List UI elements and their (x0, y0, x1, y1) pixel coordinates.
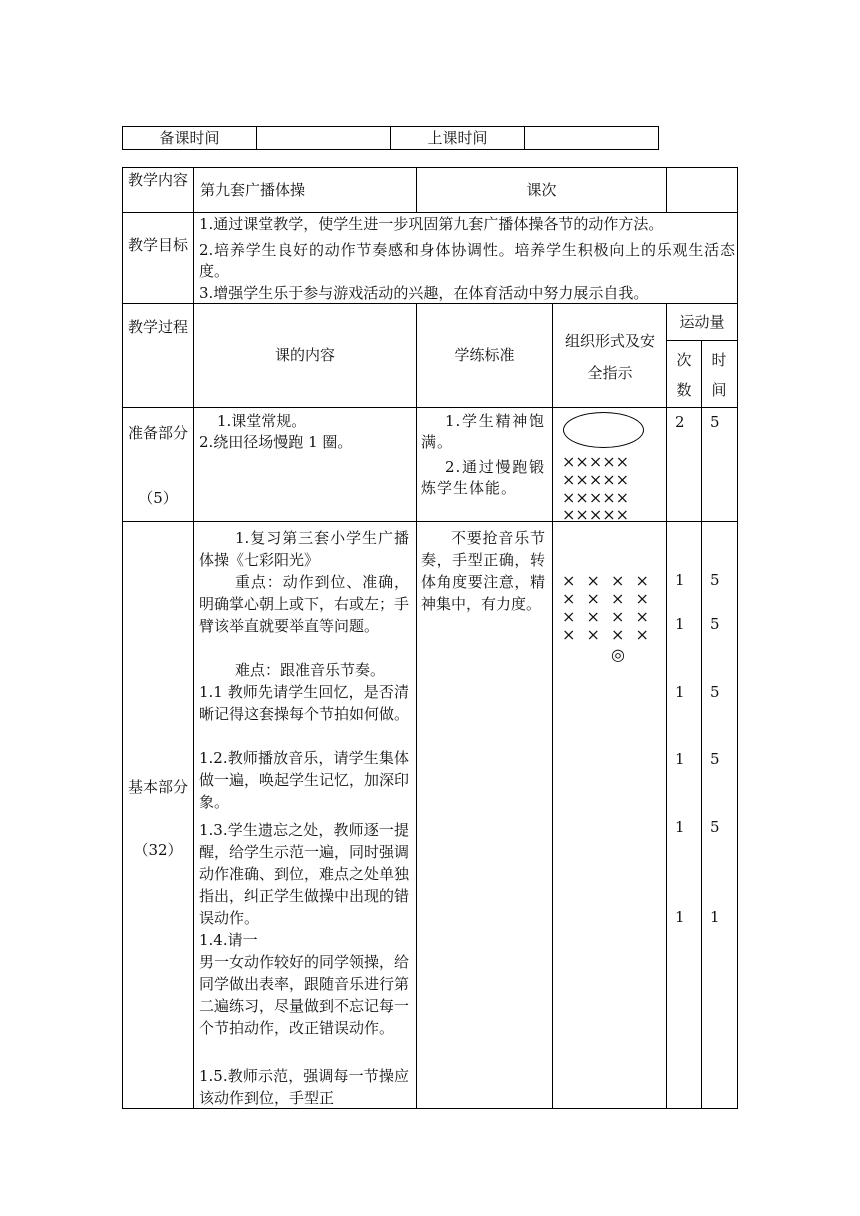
objective-1: 1.通过课堂教学，使学生进一步巩固第九套广播体操各节的动作方法。 (199, 215, 664, 233)
prep-content-1: 1.课堂常规。 (217, 412, 307, 430)
exercise-amount-header: 运动量 (679, 313, 725, 331)
basic-duration: 5 (710, 615, 720, 633)
basic-content-1-3: 1.3.学生遗忘之处，教师逐一提醒，给学生示范一遍，同时强调动作准确、到位，难点之处单独指出，纠正学生做操中出现的错误动作。 (199, 821, 410, 927)
basic-times: 1 (675, 750, 685, 768)
basic-content-difficulty: 难点：跟准音乐节奏。 (235, 661, 386, 679)
basic-duration: 5 (710, 750, 720, 768)
course-content-header: 课的内容 (274, 346, 335, 364)
objective-label: 教学目标 (128, 236, 189, 254)
basic-content-1-5: 1.5.教师示范，强调每一节操应该动作到位，手型正 (199, 1067, 409, 1107)
prep-section-minutes: （5） (138, 489, 178, 507)
class-time-label: 上课时间 (427, 129, 488, 147)
basic-times: 1 (675, 818, 685, 836)
basic-duration: 5 (710, 571, 720, 589)
prep-duration: 5 (710, 413, 720, 431)
lesson-number-label: 课次 (526, 181, 557, 199)
basic-content-1: 1.复习第三套小学生广播体操《七彩阳光》 (199, 529, 409, 569)
basic-times: 1 (675, 571, 685, 589)
basic-content-1-4-b: 男一女动作较好的同学领操，给同学做出表率，跟随音乐进行第二遍练习，尽量做到不忘记每一个节拍动作，改正错误动作。 (199, 953, 410, 1037)
basic-duration: 5 (710, 683, 720, 701)
content-value: 第九套广播体操 (200, 181, 306, 199)
basic-duration: 1 (710, 908, 720, 926)
basic-formation-row: × × × × (562, 607, 649, 626)
prep-content-2: 2.绕田径场慢跑 1 圈。 (199, 433, 353, 451)
objective-3: 3.增强学生乐于参与游戏活动的兴趣，在体育活动中努力展示自我。 (199, 284, 649, 302)
formation-circle (563, 412, 644, 448)
prep-section-label: 准备部分 (128, 424, 189, 442)
basic-formation-row: × × × × (562, 589, 649, 608)
basic-section-label: 基本部分 (128, 778, 189, 796)
prep-standard-1: 1.学生精神饱满。 (421, 412, 545, 451)
prep-times: 2 (675, 413, 685, 431)
objective-2: 2.培养学生良好的动作节奏感和身体协调性。培养学生积极向上的乐观生活态度。 (199, 241, 735, 280)
prep-formation-row: ××××× (562, 452, 630, 471)
process-label: 教学过程 (128, 318, 189, 336)
basic-times: 1 (675, 615, 685, 633)
basic-section-minutes: （32） (133, 841, 183, 859)
duration-header: 时间 (711, 351, 727, 399)
basic-content-1-1: 1.1 教师先请学生回忆，是否清晰记得这套操每个节拍如何做。 (199, 683, 410, 723)
basic-duration: 5 (710, 818, 720, 836)
basic-content-focus: 重点：动作到位、准确，明确掌心朝上或下，右或左；手臂该举直就要举直等问题。 (199, 573, 410, 635)
teacher-position-icon: ◎ (611, 645, 625, 664)
basic-times: 1 (675, 908, 685, 926)
times-header: 次数 (676, 351, 692, 399)
prep-formation-row: ××××× (562, 505, 630, 524)
basic-formation-row: × × × × (562, 571, 649, 590)
content-label: 教学内容 (128, 171, 189, 189)
basic-standard: 不要抢音乐节奏，手型正确，转体角度要注意，精神集中，有力度。 (421, 529, 545, 613)
basic-formation-row: × × × × (562, 625, 649, 644)
organization-header: 组织形式及安全指示 (564, 332, 655, 382)
prep-time-label: 备课时间 (159, 129, 220, 147)
basic-content-1-2: 1.2.教师播放音乐，请学生集体做一遍，唤起学生记忆，加深印象。 (199, 749, 410, 811)
prep-standard-2: 2.通过慢跑锻炼学生体能。 (421, 458, 545, 497)
basic-times: 1 (675, 683, 685, 701)
prep-formation-row: ××××× (562, 470, 630, 489)
basic-content-1-4-a: 1.4.请一 (199, 931, 258, 949)
prep-formation-row: ××××× (562, 488, 630, 507)
practice-standard-header: 学练标准 (454, 346, 515, 364)
